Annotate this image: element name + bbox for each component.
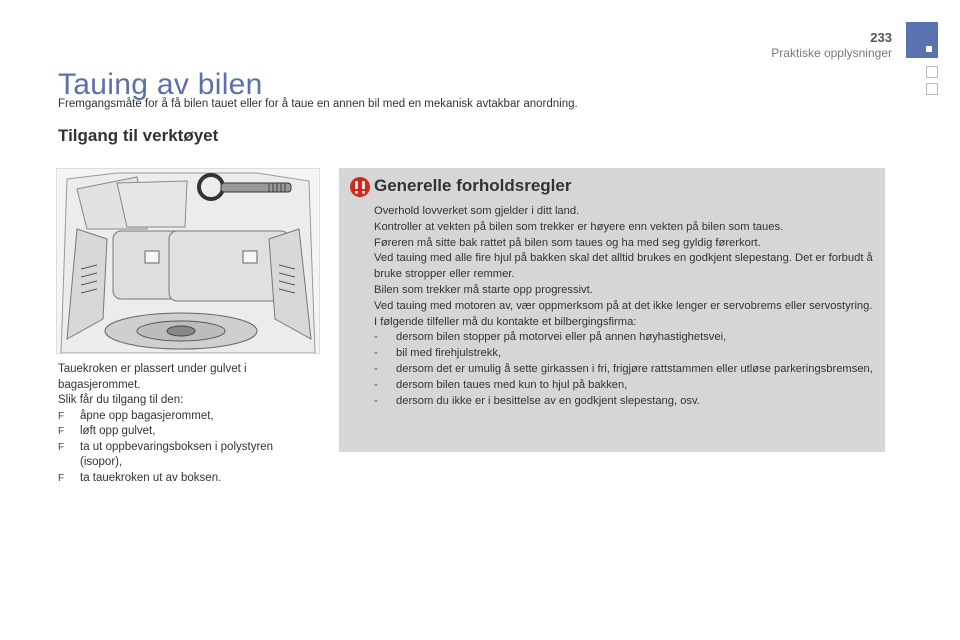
warning-body xyxy=(374,204,874,409)
warning-icon xyxy=(349,176,371,198)
list-item: - dersom du ikke er i besittelse av en godkjent slepestang, osv. xyxy=(374,394,874,410)
access-instructions xyxy=(58,362,318,486)
step-marker-icon: F xyxy=(58,426,65,437)
list-item: F ta ut oppbevaringsboksen i polystyren (isopor), xyxy=(58,440,274,468)
warning-line: Kontroller at vekten på bilen som trekker er høyere enn vekten på bilen som taues. xyxy=(374,220,784,233)
warning-line: Ved tauing med alle fire hjul på bakken skal det alltid brukes en godkjent slepestang. Det er forbudt å bruke stropper eller remmer. xyxy=(374,252,873,281)
section-tab-active[interactable] xyxy=(906,22,938,58)
towing-cases-list xyxy=(374,330,874,409)
trunk-photo xyxy=(56,168,320,354)
trunk-illustration xyxy=(57,169,319,353)
list-item: F ta tauekroken ut av boksen. xyxy=(58,471,318,487)
page-title: Tauing av bilen xyxy=(58,68,263,101)
list-item: - dersom bilen stopper på motorvei eller på annen høyhastighetsvei, xyxy=(374,330,874,346)
list-item: - dersom bilen taues med kun to hjul på bakken, xyxy=(374,378,874,394)
access-steps xyxy=(58,409,318,487)
section-subtitle: Tilgang til verktøyet xyxy=(58,126,219,145)
warning-box xyxy=(339,168,885,452)
warning-heading: Generelle forholdsregler xyxy=(374,176,572,195)
warning-line: Føreren må sitte bak rattet på bilen som taues og ha med seg gyldig førerkort. xyxy=(374,236,761,249)
warning-line: Ved tauing med motoren av, vær oppmerksom på at det ikke lenger er servobrems eller servostyring. xyxy=(374,299,873,312)
warning-line: I følgende tilfeller må du kontakte et bilbergingsfirma: xyxy=(374,315,637,328)
list-item: - dersom det er umulig å sette girkassen i fri, frigjøre rattstammen eller utløse parkeringsbremsen, xyxy=(374,362,874,378)
intro-text: Fremgangsmåte for å få bilen tauet eller for å taue en annen bil med en mekanisk avtakbar anordning. xyxy=(58,98,578,110)
step-marker-icon: F xyxy=(58,472,65,484)
section-tab-2[interactable] xyxy=(926,66,938,78)
section-label: Praktiske opplysninger xyxy=(771,46,892,60)
list-item: - bil med firehjulstrekk, xyxy=(374,346,874,362)
location-paragraph: Tauekroken er plassert under gulvet i bagasjerommet. xyxy=(58,363,247,391)
step-marker-icon: F xyxy=(58,410,65,422)
step-marker-icon: F xyxy=(58,441,65,453)
warning-line: Bilen som trekker må starte opp progressivt. xyxy=(374,283,593,296)
access-paragraph: Slik får du tilgang til den: xyxy=(58,394,184,406)
page-number: 233 xyxy=(870,30,892,45)
list-item: F løft opp gulvet, xyxy=(58,424,318,440)
warning-line: Overhold lovverket som gjelder i ditt land. xyxy=(374,205,580,217)
section-tab-3[interactable] xyxy=(926,83,938,95)
list-item: F åpne opp bagasjerommet, xyxy=(58,409,318,425)
